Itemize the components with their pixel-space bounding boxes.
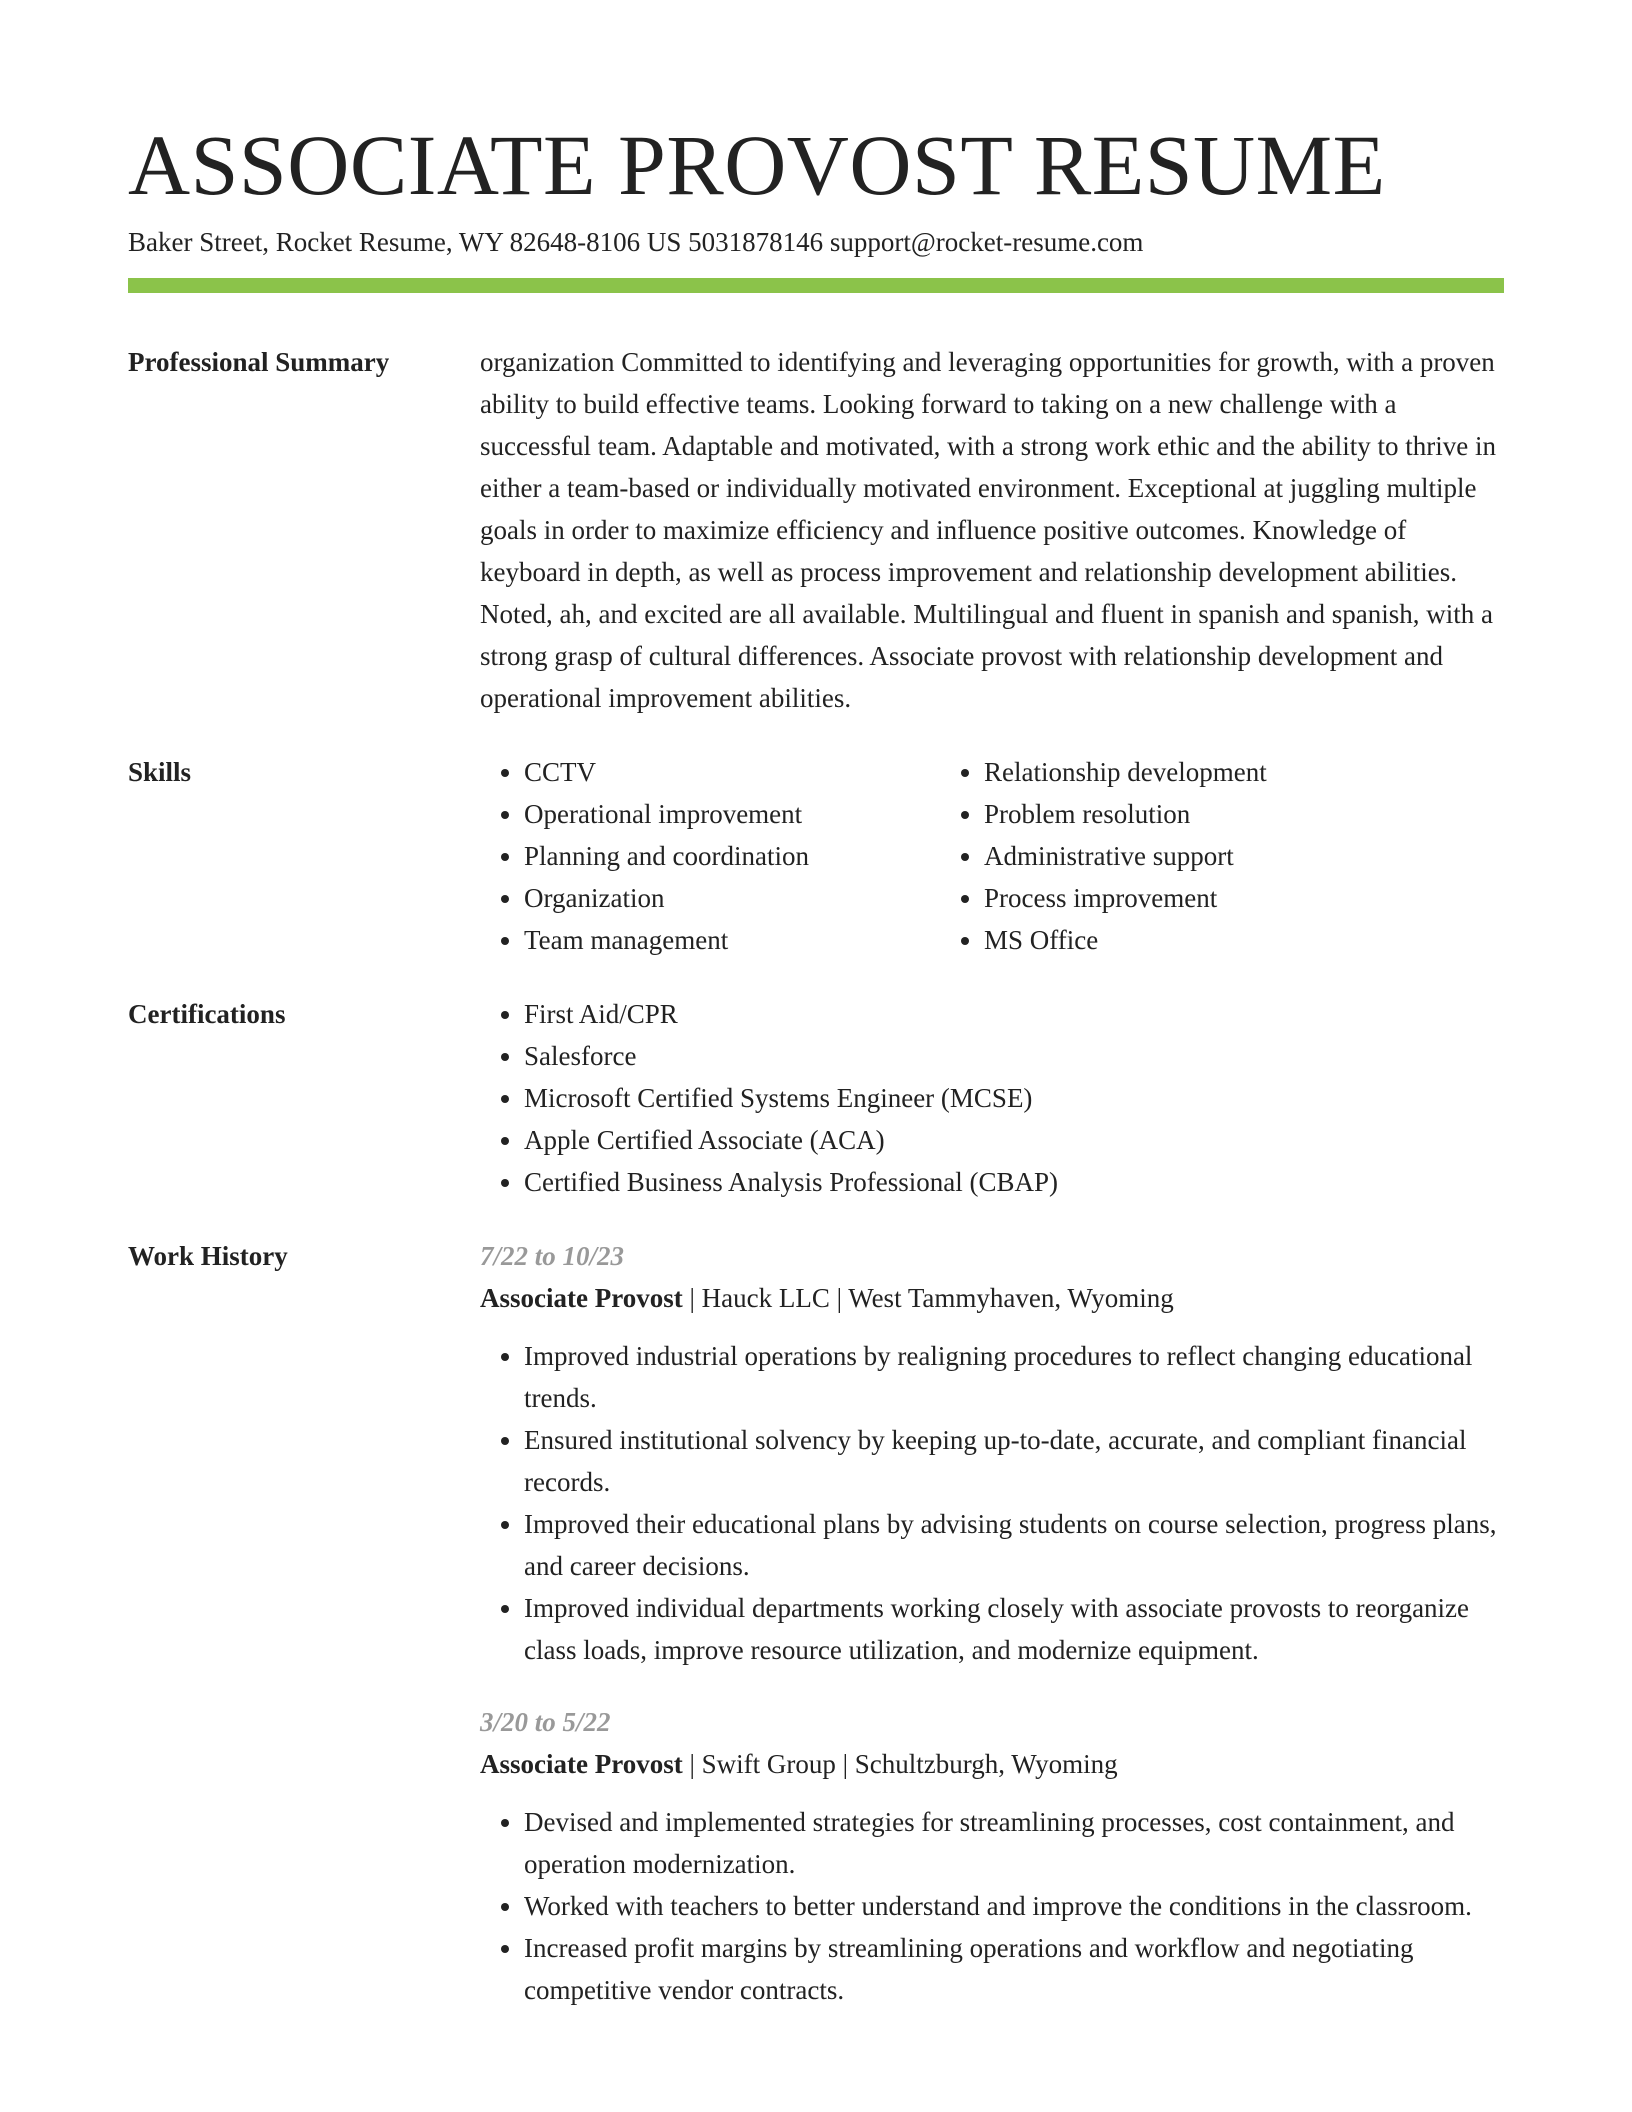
job-bullet: • Worked with teachers to better understand and improve the conditions in the classroom. (524, 1885, 1504, 1927)
job-bullet: • Improved their educational plans by advising students on course selection, progress plans, and career decisions. (524, 1503, 1504, 1587)
skill-item: • Problem resolution (984, 793, 1504, 835)
section-work-history (128, 1235, 1504, 2041)
certifications-list (480, 993, 1504, 1203)
certification-item: • Salesforce (524, 1035, 1504, 1077)
section-label-work-history: Work History (128, 1240, 288, 1271)
certifications-body (480, 993, 1504, 1203)
section-certifications (128, 993, 1504, 1203)
skill-item: • Relationship development (984, 751, 1504, 793)
section-label-summary: Professional Summary (128, 346, 390, 377)
skill-item: • Team management (524, 919, 940, 961)
job-title-line (480, 1277, 1504, 1319)
section-skills (128, 751, 1504, 961)
job-title-line (480, 1743, 1504, 1785)
job-entry (480, 1701, 1504, 2011)
skill-item: • Planning and coordination (524, 835, 940, 877)
job-bullet: • Improved industrial operations by realigning procedures to reflect changing educational trends. (524, 1335, 1504, 1419)
job-title: Associate Provost (480, 1748, 683, 1779)
skill-item: • Organization (524, 877, 940, 919)
contact-line: Baker Street, Rocket Resume, WY 82648-8106 US 5031878146 support@rocket-resume.com (128, 226, 1144, 257)
skill-item: • CCTV (524, 751, 940, 793)
certification-item: • Apple Certified Associate (ACA) (524, 1119, 1504, 1161)
section-label-certifications: Certifications (128, 998, 286, 1029)
skills-list-left (480, 751, 940, 961)
section-professional-summary (128, 341, 1504, 719)
certification-item: • Microsoft Certified Systems Engineer (MCSE) (524, 1077, 1504, 1119)
skills-columns (480, 751, 1504, 961)
job-title: Associate Provost (480, 1282, 683, 1313)
work-history-body (480, 1235, 1504, 2041)
job-bullets (480, 1801, 1504, 2011)
job-dates: 7/22 to 10/23 (480, 1240, 625, 1271)
skill-item: • Process improvement (984, 877, 1504, 919)
job-entry (480, 1235, 1504, 1671)
skills-list-right (940, 751, 1504, 961)
job-bullet: • Increased profit margins by streamlining operations and workflow and negotiating competitive vendor contracts. (524, 1927, 1504, 2011)
job-bullet: • Improved individual departments working closely with associate provosts to reorganize class loads, improve resource utilization, and modernize equipment. (524, 1587, 1504, 1671)
skill-item: • Operational improvement (524, 793, 940, 835)
job-details: | Swift Group | Schultzburgh, Wyoming (682, 1748, 1118, 1779)
job-bullet: • Ensured institutional solvency by keeping up-to-date, accurate, and compliant financial records. (524, 1419, 1504, 1503)
resume-title: ASSOCIATE PROVOST RESUME (128, 117, 1386, 213)
certification-item: • First Aid/CPR (524, 993, 1504, 1035)
job-dates: 3/20 to 5/22 (480, 1706, 611, 1737)
section-label-skills: Skills (128, 756, 192, 787)
accent-divider (128, 278, 1504, 293)
skill-item: • MS Office (984, 919, 1504, 961)
summary-text: organization Committed to identifying and leveraging opportunities for growth, with a proven ability to build effective teams. Looking forward to taking on a new challenge with a successful team. Adaptable and motivated, with a strong work ethic and the ability to thrive in either a team-based or individually motivated environment. Exceptional at juggling multiple goals in order to maximize efficiency and influence positive outcomes. Knowledge of keyboard in depth, as well as process improvement and relationship development abilities. Noted, ah, and excited are all available. Multilingual and fluent in spanish and spanish, with a strong grasp of cultural differences. Associate provost with relationship development and operational improvement abilities. (480, 346, 1496, 713)
certification-item: • Certified Business Analysis Professional (CBAP) (524, 1161, 1504, 1203)
skill-item: • Administrative support (984, 835, 1504, 877)
job-bullets (480, 1335, 1504, 1671)
job-bullet: • Devised and implemented strategies for streamlining processes, cost containment, and operation modernization. (524, 1801, 1504, 1885)
job-details: | Hauck LLC | West Tammyhaven, Wyoming (682, 1282, 1174, 1313)
